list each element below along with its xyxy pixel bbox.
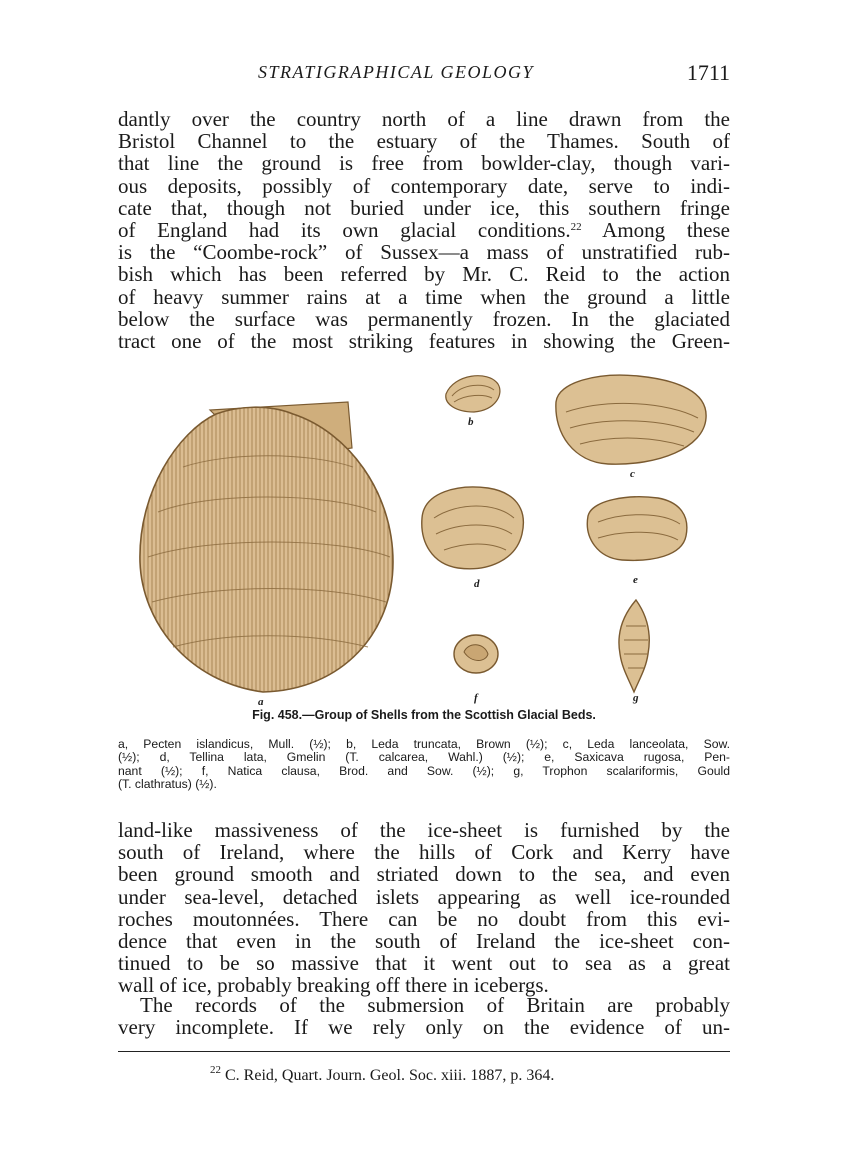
text-segment: of England had its own glacial conditions. xyxy=(118,218,571,243)
footnote-rule xyxy=(118,1051,730,1052)
text-line: below the surface was permanently frozen. In the glaciated xyxy=(118,306,730,331)
text-line: been ground smooth and striated down to the sea, and even xyxy=(118,862,730,887)
text-line: dence that even in the south of Ireland the ice-sheet con- xyxy=(118,929,730,954)
legend-line: (½); d, Tellina lata, Gmelin (T. calcarea, Wahl.) (½); e, Saxicava rugosa, Pen- xyxy=(118,750,730,765)
running-title: STRATIGRAPHICAL GEOLOGY xyxy=(258,62,535,82)
paragraph-2 xyxy=(118,819,730,997)
text-line: that line the ground is free from bowlder-clay, though vari- xyxy=(118,151,730,176)
shell-g-trophon xyxy=(619,600,649,692)
text-line xyxy=(118,219,730,241)
text-line: tinued to be so massive that it went out to sea as a great xyxy=(118,951,730,976)
text-line: wall of ice, probably breaking off there in icebergs. xyxy=(118,973,549,998)
figure-label-b: b xyxy=(468,416,474,428)
paragraph-1 xyxy=(118,108,730,352)
legend-line: nant (½); f, Natica clausa, Brod. and Sow. (½); g, Trophon scalariformis, Gould xyxy=(118,763,730,778)
text-line: south of Ireland, where the hills of Cork and Kerry have xyxy=(118,840,730,865)
text-line: dantly over the country north of a line drawn from the xyxy=(118,107,730,131)
footnote-text: C. Reid, Quart. Journ. Geol. Soc. xiii. 1887, p. 364. xyxy=(221,1067,555,1084)
text-line: land-like massiveness of the ice-sheet is furnished by the xyxy=(118,818,730,842)
shell-d-tellina-lata xyxy=(422,487,524,569)
shell-figure xyxy=(118,362,732,708)
figure-legend xyxy=(118,738,730,792)
text-line: is the “Coombe-rock” of Sussex—a mass of unstratified rub- xyxy=(118,240,730,265)
text-line: Bristol Channel to the estuary of the Thames. South of xyxy=(118,129,730,154)
figure-label-c: c xyxy=(630,468,635,480)
text-line: bish which has been referred by Mr. C. Reid to the action xyxy=(118,262,730,287)
figure-label-f: f xyxy=(474,692,478,704)
text-line: cate that, though not buried under ice, this southern fringe xyxy=(118,195,730,220)
shell-b-leda-truncata xyxy=(446,376,500,412)
legend-line: a, Pecten islandicus, Mull. (½); b, Leda truncata, Brown (½); c, Leda lanceolata, Sow. xyxy=(118,737,730,751)
legend-line: (T. clathratus) (½). xyxy=(118,777,217,792)
figure-label-a: a xyxy=(258,696,264,708)
text-line: of heavy summer rains at a time when the ground a little xyxy=(118,284,730,309)
figure-label-g: g xyxy=(633,692,639,704)
footnote-ref: 22 xyxy=(570,221,582,234)
text-segment: Among these xyxy=(581,218,730,243)
text-line: very incomplete. If we rely only on the evidence of un- xyxy=(118,1015,730,1040)
figure-caption: Fig. 458.—Group of Shells from the Scottish Glacial Beds. xyxy=(252,708,596,722)
text-line: tract one of the most striking features in showing the Green- xyxy=(118,329,730,354)
footnote xyxy=(210,1064,555,1085)
text-line: ous deposits, possibly of contemporary date, serve to indi- xyxy=(118,173,730,198)
figure-label-d: d xyxy=(474,578,480,590)
figure-label-e: e xyxy=(633,574,638,586)
text-line: under sea-level, detached islets appearing as well ice-rounded xyxy=(118,884,730,909)
footnote-mark: 22 xyxy=(210,1064,221,1076)
text-line: The records of the submersion of Britain are probably xyxy=(140,993,730,1017)
text-line: roches moutonnées. There can be no doubt from this evi- xyxy=(118,906,730,931)
shell-f-natica-clausa xyxy=(454,635,498,673)
shell-a-pecten xyxy=(140,402,393,692)
shell-c-leda-lanceolata xyxy=(556,375,706,464)
shell-illustration xyxy=(118,362,732,704)
running-head xyxy=(118,62,730,88)
page-number: 1711 xyxy=(686,60,730,85)
paragraph-3 xyxy=(118,994,730,1038)
shell-e-saxicava-rugosa xyxy=(587,497,687,561)
